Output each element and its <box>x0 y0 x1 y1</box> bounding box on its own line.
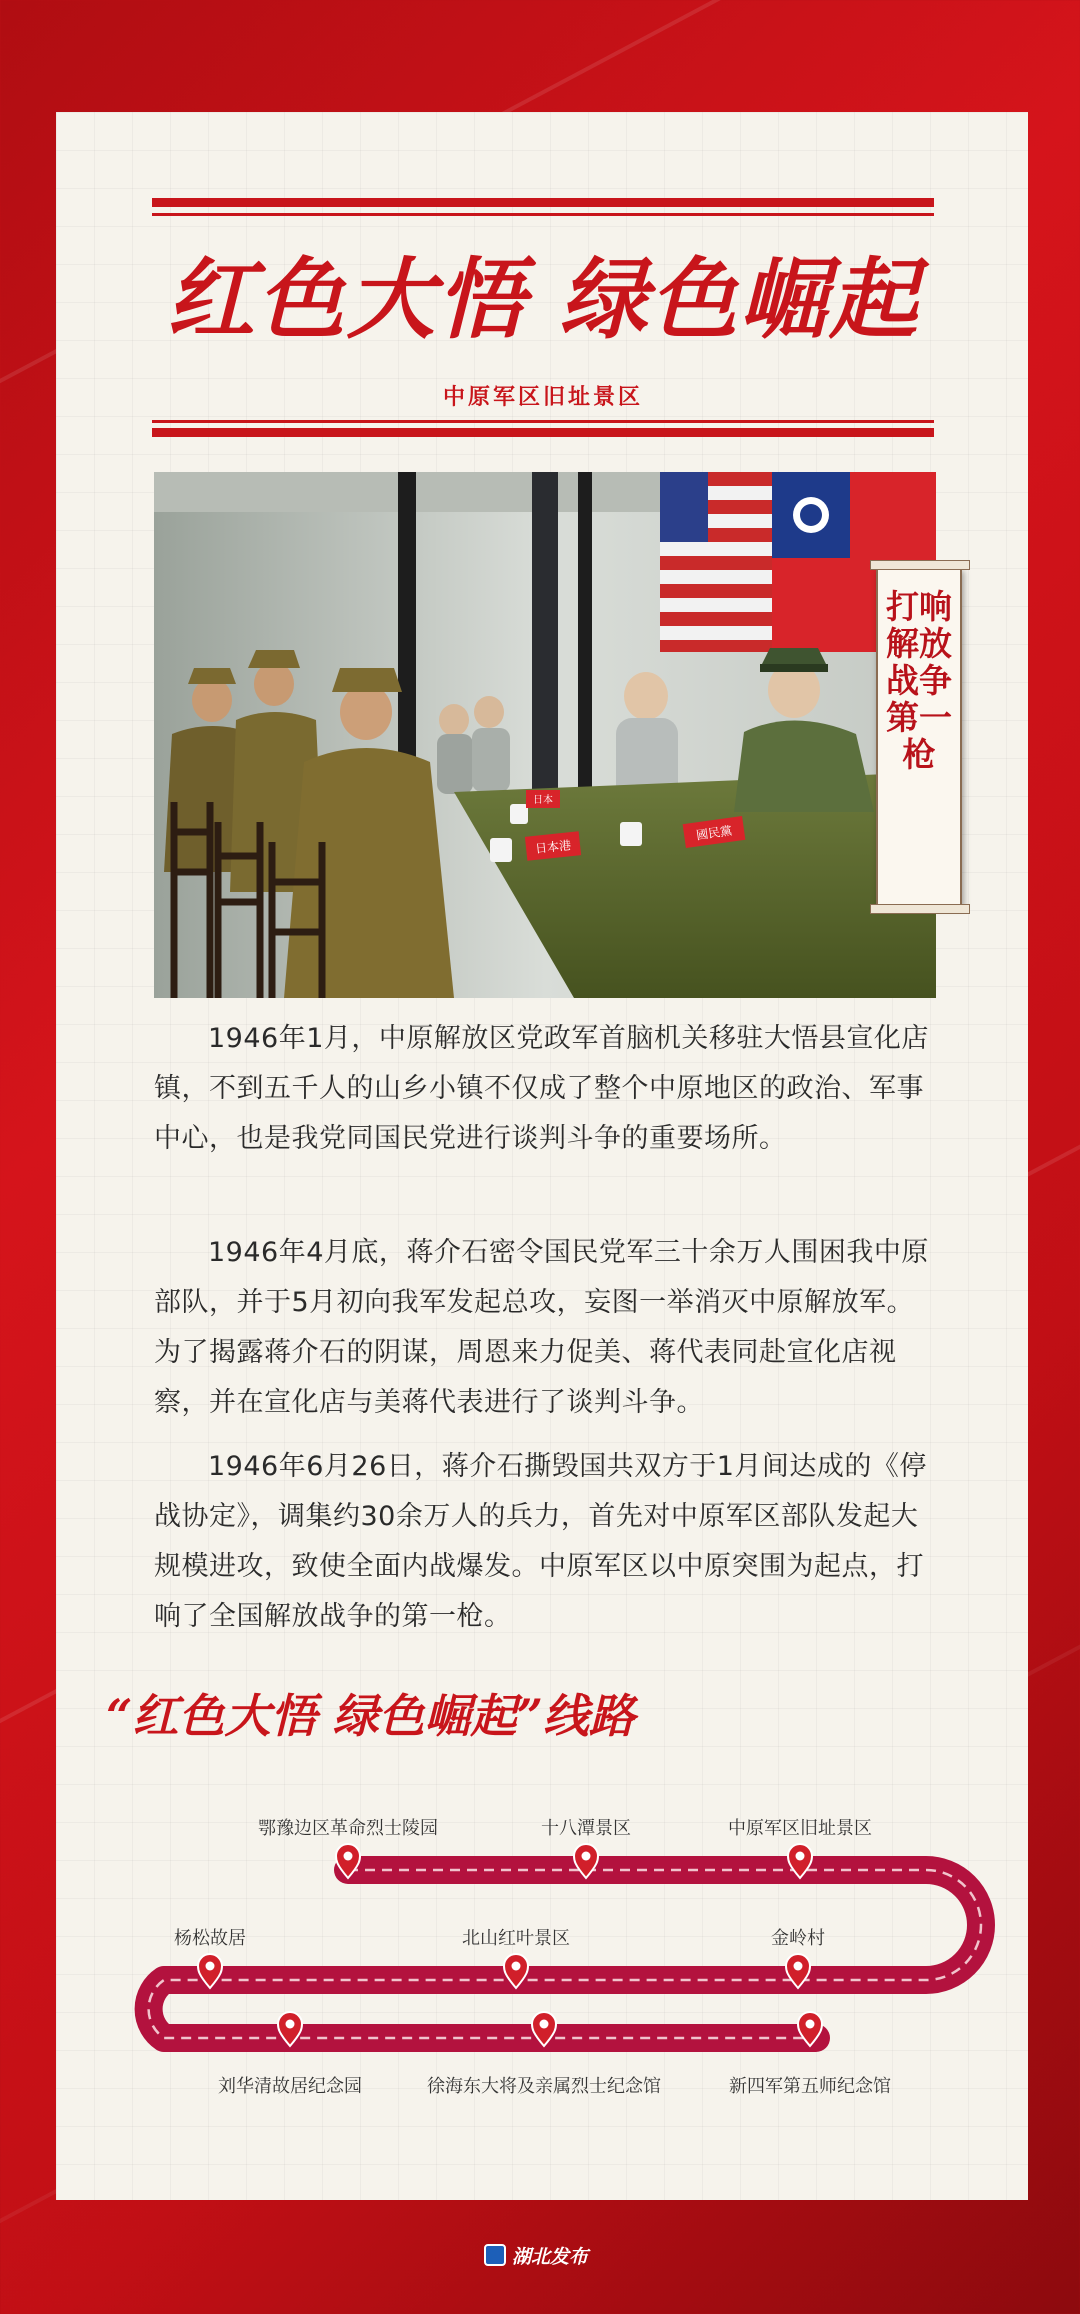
scroll-banner-text: 打响解放战争第一枪 <box>886 587 952 774</box>
poster-card <box>56 112 1028 2200</box>
route-stop-label: 金岭村 <box>771 1928 825 1949</box>
footer-brand: 湖北发布 <box>512 2245 589 2268</box>
logo-mark-icon <box>484 2244 506 2266</box>
route-stop-label: 十八潭景区 <box>541 1818 631 1839</box>
route-map <box>56 112 1028 2200</box>
hubei-fabu-logo <box>484 2242 588 2268</box>
name-card-3: 國民黨 <box>695 823 733 843</box>
paragraph-2: 1946年4月底，蒋介石密令国民党军三十余万人围困我中原部队，并于5月初向我军发起总攻，妄图一举消灭中原解放军。为了揭露蒋介石的阴谋，周恩来力促美、蒋代表同赴宣化店视察，并在宣化店与美蒋代表进行了谈判斗争。 <box>154 1237 929 1418</box>
paragraph-1: 1946年1月，中原解放区党政军首脑机关移驻大悟县宣化店镇，不到五千人的山乡小镇不仅成了整个中原地区的政治、军事中心，也是我党同国民党进行谈判斗争的重要场所。 <box>154 1023 929 1154</box>
route-section-title: “红色大悟 绿色崛起”线路 <box>106 1689 635 1743</box>
paragraph-3: 1946年6月26日，蒋介石撕毁国共双方于1月间达成的《停战协定》，调集约30余万人的兵力，首先对中原军区部队发起大规模进攻，致使全面内战爆发。中原军区以中原突围为起点，打响了全国解放战争的第一枪。 <box>154 1451 927 1632</box>
name-card-2: 日本港 <box>534 838 572 856</box>
route-stop-label: 徐海东大将及亲属烈士纪念馆 <box>427 2076 661 2097</box>
subtitle: 中原军区旧址景区 <box>442 385 643 410</box>
route-stop-label: 鄂豫边区革命烈士陵园 <box>258 1818 438 1839</box>
route-stop-label: 中原军区旧址景区 <box>728 1818 872 1839</box>
route-stop-label: 杨松故居 <box>174 1928 246 1949</box>
name-card-1: 日本 <box>533 795 553 806</box>
route-stop-label: 北山红叶景区 <box>462 1928 570 1949</box>
route-stop-label: 刘华清故居纪念园 <box>218 2076 362 2097</box>
main-title: 红色大悟 绿色崛起 <box>166 247 920 351</box>
route-stop-label: 新四军第五师纪念馆 <box>729 2076 891 2097</box>
